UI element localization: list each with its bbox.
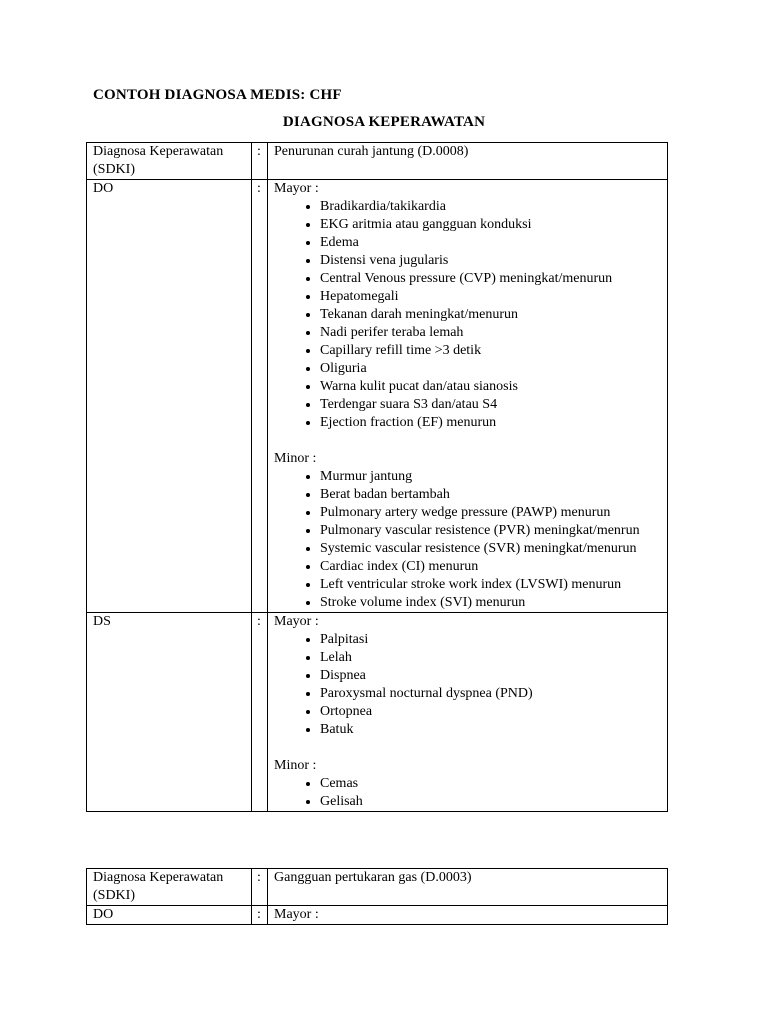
criteria-content-cell	[268, 180, 668, 613]
list-item: • Warna kulit pucat dan/atau sianosis	[320, 378, 667, 396]
criteria-group-heading: Minor :	[274, 758, 317, 773]
list-item: • Distensi vena jugularis	[320, 252, 667, 270]
list-item: • Left ventricular stroke work index (LVSWI) menurun	[320, 576, 667, 594]
list-item: • Central Venous pressure (CVP) meningkat/menurun	[320, 270, 667, 288]
document-title: CONTOH DIAGNOSA MEDIS: CHF	[93, 87, 342, 103]
list-item: • Stroke volume index (SVI) menurun	[320, 594, 667, 612]
criteria-group	[274, 180, 667, 432]
header-value-cell: Penurunan curah jantung (D.0008)	[268, 143, 668, 180]
criteria-label-cell: DO	[87, 180, 252, 613]
list-item: • Pulmonary vascular resistence (PVR) meningkat/menrun	[320, 522, 667, 540]
criteria-label-cell: DO	[87, 906, 252, 925]
colon-cell: :	[252, 869, 268, 906]
criteria-row	[87, 180, 668, 613]
list-item: • Edema	[320, 234, 667, 252]
criteria-group-heading: Mayor :	[274, 614, 319, 629]
criteria-label-cell: DS	[87, 613, 252, 812]
criteria-group-heading: Minor :	[274, 451, 317, 466]
list-item: • Systemic vascular resistence (SVR) meningkat/menurun	[320, 540, 667, 558]
criteria-group	[274, 450, 667, 612]
criteria-list	[274, 775, 667, 811]
criteria-group	[274, 906, 667, 924]
list-item: • Bradikardia/takikardia	[320, 198, 667, 216]
colon-cell: :	[252, 613, 268, 812]
list-item: • Ortopnea	[320, 703, 667, 721]
list-item: • Ejection fraction (EF) menurun	[320, 414, 667, 432]
list-item: • Tekanan darah meningkat/menurun	[320, 306, 667, 324]
criteria-group	[274, 757, 667, 811]
diagnosis-table-2	[86, 868, 668, 925]
table-header-row	[87, 869, 668, 906]
criteria-list	[274, 468, 667, 612]
list-item: • Palpitasi	[320, 631, 667, 649]
list-item: • Berat badan bertambah	[320, 486, 667, 504]
colon-cell: :	[252, 906, 268, 925]
list-item: • Paroxysmal nocturnal dyspnea (PND)	[320, 685, 667, 703]
criteria-list	[274, 198, 667, 432]
criteria-list	[274, 631, 667, 739]
colon-cell: :	[252, 180, 268, 613]
list-item: • Cardiac index (CI) menurun	[320, 558, 667, 576]
list-item: • EKG aritmia atau gangguan konduksi	[320, 216, 667, 234]
list-item: • Terdengar suara S3 dan/atau S4	[320, 396, 667, 414]
criteria-row	[87, 613, 668, 812]
criteria-group-heading: Mayor :	[274, 907, 319, 922]
list-item: • Gelisah	[320, 793, 667, 811]
criteria-content-cell	[268, 906, 668, 925]
criteria-content-cell	[268, 613, 668, 812]
list-item: • Murmur jantung	[320, 468, 667, 486]
list-item: • Batuk	[320, 721, 667, 739]
criteria-row	[87, 906, 668, 925]
list-item: • Hepatomegali	[320, 288, 667, 306]
criteria-group-heading: Mayor :	[274, 181, 319, 196]
list-item: • Capillary refill time >3 detik	[320, 342, 667, 360]
header-value-cell: Gangguan pertukaran gas (D.0003)	[268, 869, 668, 906]
criteria-group	[274, 613, 667, 739]
list-item: • Dispnea	[320, 667, 667, 685]
colon-cell: :	[252, 143, 268, 180]
table-header-row	[87, 143, 668, 180]
header-label-cell: Diagnosa Keperawatan (SDKI)	[87, 143, 252, 180]
section-title: DIAGNOSA KEPERAWATAN	[282, 114, 486, 130]
header-label-cell: Diagnosa Keperawatan (SDKI)	[87, 869, 252, 906]
list-item: • Nadi perifer teraba lemah	[320, 324, 667, 342]
list-item: • Pulmonary artery wedge pressure (PAWP) menurun	[320, 504, 667, 522]
list-item: • Oliguria	[320, 360, 667, 378]
list-item: • Cemas	[320, 775, 667, 793]
list-item: • Lelah	[320, 649, 667, 667]
diagnosis-table-1	[86, 142, 668, 812]
